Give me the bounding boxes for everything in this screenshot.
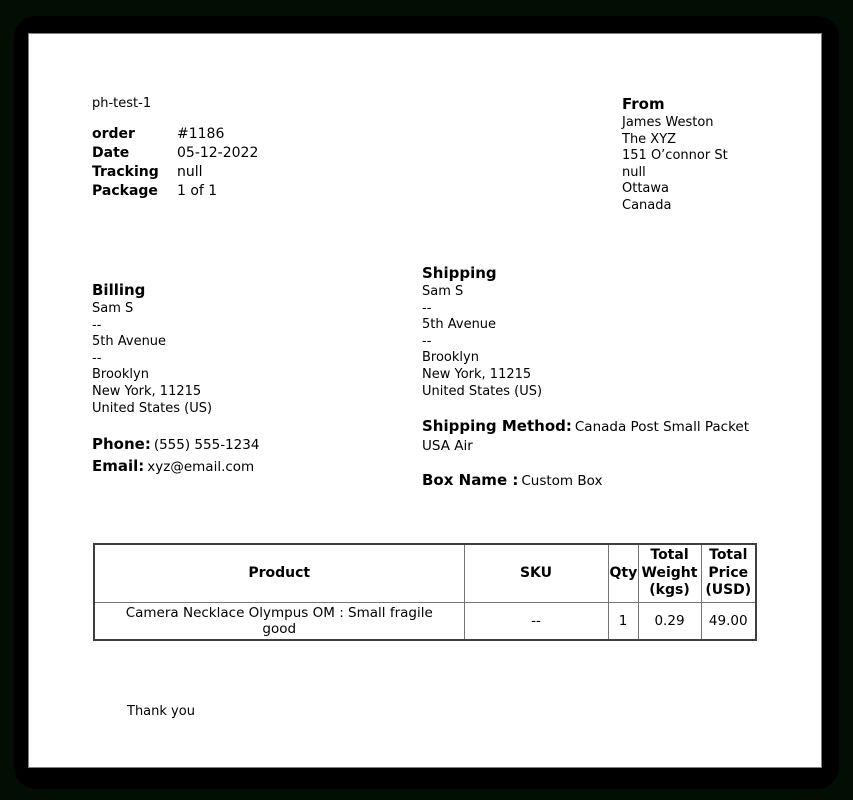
shipping-title: Shipping [422,264,497,282]
order-number-label: order [92,126,135,142]
from-name: James Weston [622,115,714,130]
shipping-company: -- [422,300,432,316]
shipping-city: Brooklyn [422,350,479,366]
box-name-label: Box Name : [422,471,519,490]
sku-header: SKU [464,544,608,602]
shipping-method-label: Shipping Method: [422,417,572,436]
billing-state-zip: New York, 11215 [92,383,202,399]
from-street2: null [622,164,646,180]
billing-contact [92,434,392,477]
email-label: Email: [92,456,145,475]
total-price-header: Total Price (USD) [701,544,756,602]
phone-label: Phone: [92,435,151,454]
item-qty: 1 [608,602,638,640]
package-value: 1 of 1 [177,183,218,199]
qty-header: Qty [608,544,638,602]
billing-street: 5th Avenue [92,334,167,350]
document-reference: ph-test-1 [92,96,152,111]
email-value: xyz@email.com [147,458,255,475]
billing-name: Sam S [92,301,134,316]
shipping-method-value: Canada Post Small Packet USA Air [422,419,750,455]
header-row [94,544,756,602]
shipping-method-row [422,417,772,456]
tracking-label: Tracking [92,164,159,180]
package-row [92,182,258,201]
total-weight-header: Total Weight (kgs) [638,544,701,602]
from-country: Canada [622,197,672,213]
shipping-street: 5th Avenue [422,317,497,333]
billing-address-block [92,281,392,477]
item-product: Camera Necklace Olympus OM : Small fragile good [94,602,464,640]
order-number-row [92,125,258,144]
order-date-label: Date [92,145,130,161]
items-table [93,543,757,641]
billing-city: Brooklyn [92,367,149,383]
order-date-value: 05-12-2022 [177,145,259,161]
from-title: From [622,95,665,113]
shipping-name: Sam S [422,284,464,299]
billing-title: Billing [92,281,146,299]
item-total-weight: 0.29 [638,602,701,640]
shipping-country: United States (US) [422,383,543,399]
from-company: The XYZ [622,131,677,147]
billing-company: -- [92,317,102,333]
from-address-block [622,95,812,215]
product-header: Product [94,544,464,602]
order-number-value: #1186 [177,126,225,142]
order-info-block [92,125,258,201]
shipping-state-zip: New York, 11215 [422,366,532,382]
items-table-body [94,602,756,640]
tracking-value: null [177,164,203,180]
phone-value: (555) 555-1234 [153,437,260,454]
thank-you-note: Thank you [127,704,195,719]
shipping-address-block [422,264,772,491]
packing-slip-page [28,33,822,768]
phone-row [92,434,392,456]
item-sku: -- [464,602,608,640]
package-label: Package [92,183,158,199]
from-street: 151 O’connor St [622,148,728,164]
item-total-price: 49.00 [701,602,756,640]
order-date-row [92,144,258,163]
item-row [94,602,756,640]
tracking-row [92,163,258,182]
billing-country: United States (US) [92,400,213,416]
box-name-value: Custom Box [521,473,603,490]
box-name-row [422,471,772,491]
items-table-header [94,544,756,602]
from-city: Ottawa [622,181,669,197]
shipping-street2: -- [422,333,432,349]
email-row [92,456,392,478]
billing-street2: -- [92,350,102,366]
